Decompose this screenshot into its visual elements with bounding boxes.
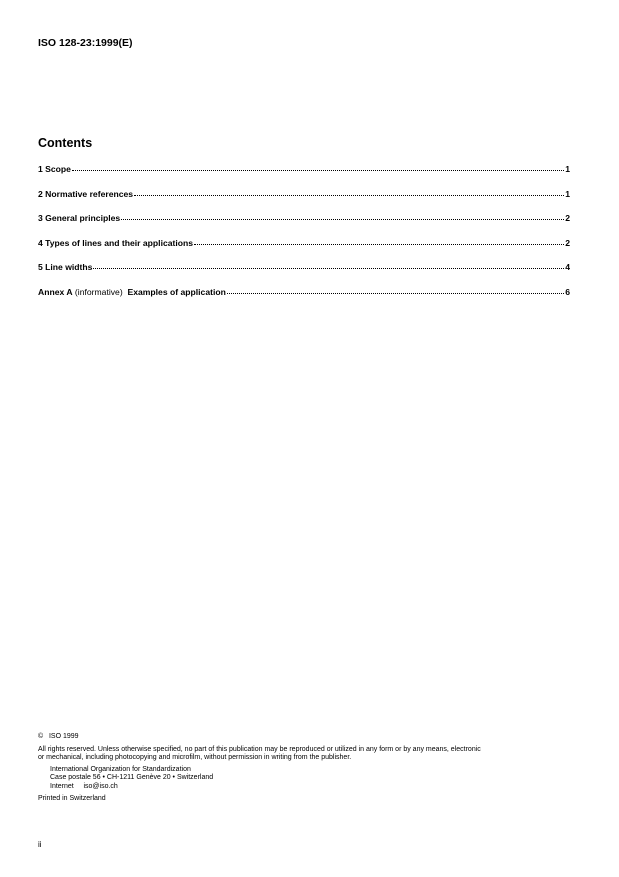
printed-in: Printed in Switzerland: [38, 794, 106, 802]
toc-entry-page: 4: [565, 262, 570, 272]
document-id: ISO 128-23:1999(E): [38, 37, 133, 49]
toc-entry-page: 1: [565, 188, 570, 199]
toc-entry-page: 2: [565, 213, 570, 223]
dot-leader: [134, 195, 564, 196]
toc-entry-scope[interactable]: [38, 164, 570, 189]
rights-line-1: All rights reserved. Unless otherwise specified, no part of this publication may be reproduced or utilized in any form or by any means, electronic: [38, 745, 481, 753]
annex-label: Annex A: [38, 286, 73, 297]
toc-entry-label: 2 Normative references: [38, 188, 134, 199]
toc-entry-label: 4 Types of lines and their applications: [38, 237, 194, 248]
toc-entry-label: [38, 287, 226, 297]
rights-line-2: or mechanical, including photocopying and microfilm, without permission in writing from the publisher.: [38, 754, 352, 762]
toc-entry-types-of-lines[interactable]: [38, 238, 570, 263]
dot-leader: [93, 268, 564, 269]
table-of-contents: [38, 164, 570, 311]
dot-leader: [194, 244, 564, 245]
page-number: ii: [38, 840, 42, 849]
dot-leader: [121, 219, 564, 220]
copyright-notice: [38, 733, 583, 803]
toc-entry-general-principles[interactable]: [38, 213, 570, 238]
annex-type: (informative): [72, 286, 126, 297]
toc-entry-annex-a[interactable]: [38, 287, 570, 312]
toc-entry-page: 2: [565, 237, 570, 248]
toc-entry-page: 1: [565, 164, 570, 174]
contents-heading: Contents: [38, 136, 93, 150]
toc-entry-label: 5 Line widths: [38, 262, 93, 272]
toc-entry-page: 6: [565, 286, 570, 297]
dot-leader: [227, 293, 564, 294]
toc-entry-label: 3 General principles: [38, 213, 121, 223]
rights-statement: [38, 746, 583, 763]
toc-entry-line-widths[interactable]: [38, 262, 570, 287]
org-internet: Internet iso@iso.ch: [50, 782, 118, 790]
dot-leader: [72, 170, 564, 171]
org-name: International Organization for Standardization: [50, 765, 191, 773]
org-address: Case postale 56 • CH-1211 Genève 20 • Switzerland: [50, 774, 214, 782]
toc-entry-normative-references[interactable]: [38, 189, 570, 214]
annex-title: Examples of application: [125, 286, 226, 297]
toc-entry-label: 1 Scope: [38, 164, 71, 174]
copyright-line: © ISO 1999: [38, 733, 79, 740]
